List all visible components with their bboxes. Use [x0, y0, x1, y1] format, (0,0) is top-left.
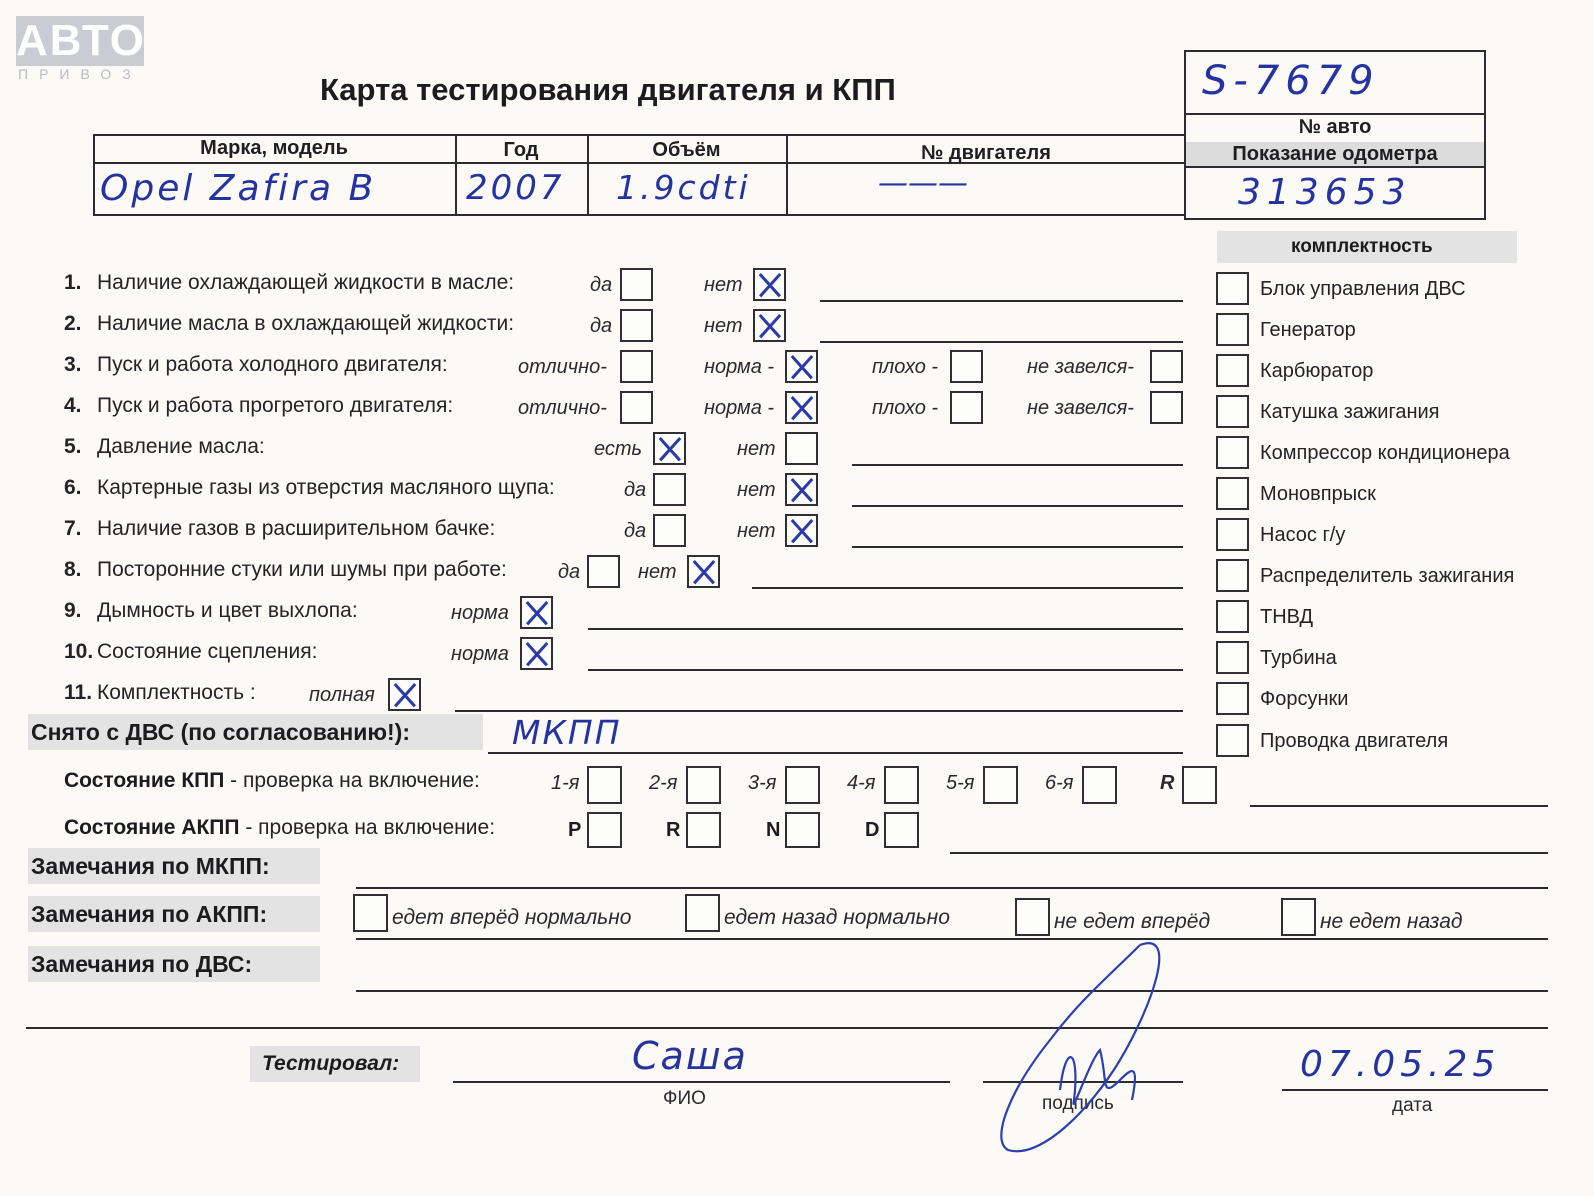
header-year: Год — [503, 139, 539, 161]
removed-line — [488, 752, 1183, 754]
kpp-label-bold: Состояние КПП — [64, 769, 225, 792]
kpp-gear-label: 2-я — [649, 772, 678, 794]
completeness-checkbox[interactable] — [1216, 724, 1249, 757]
completeness-checkbox[interactable] — [1216, 272, 1249, 305]
kpp-gear-checkbox[interactable] — [785, 766, 820, 804]
check-option-label: не завелся- — [1027, 356, 1134, 378]
akpp-gear-label: R — [666, 819, 681, 841]
engine-no-value: ——— — [878, 166, 968, 201]
akpp-remark-checkbox[interactable] — [1281, 898, 1316, 936]
completeness-item-label: Генератор — [1260, 319, 1356, 341]
checked-checkbox[interactable] — [785, 391, 818, 424]
check-number: 1. — [64, 271, 82, 294]
kpp-gear-checkbox[interactable] — [884, 766, 919, 804]
kpp-line — [1250, 805, 1548, 807]
form-title: Карта тестирования двигателя и КПП — [320, 72, 896, 107]
remarks-akpp-label: Замечания по АКПП: — [31, 901, 268, 927]
kpp-label-rest: - проверка на включение: — [224, 769, 480, 792]
checkbox[interactable] — [620, 268, 653, 301]
check-notes-line — [852, 464, 1183, 466]
check-notes-line — [852, 546, 1183, 548]
check-option-label: нет — [737, 438, 776, 460]
check-label: Картерные газы из отверстия масляного щупа: — [97, 476, 555, 499]
fio-caption: ФИО — [663, 1088, 706, 1109]
check-number: 3. — [64, 353, 82, 376]
check-option-label: норма - — [704, 356, 775, 378]
header-volume: Объём — [652, 139, 721, 161]
checked-checkbox[interactable] — [520, 637, 553, 670]
removed-value: МКПП — [512, 713, 622, 752]
check-option-label: да — [590, 315, 613, 337]
check-label: Наличие масла в охлаждающей жидкости: — [97, 312, 515, 335]
check-number: 5. — [64, 435, 82, 458]
akpp-remark-label: не едет вперёд — [1054, 910, 1211, 933]
checkbox[interactable] — [1150, 350, 1183, 383]
header-engine-no: № двигателя — [921, 142, 1051, 164]
checked-checkbox[interactable] — [753, 268, 786, 301]
sign-caption: подпись — [1042, 1093, 1114, 1114]
volume-value: 1.9cdti — [616, 168, 751, 207]
sign-line — [983, 1081, 1183, 1083]
completeness-item-label: Распределитель зажигания — [1260, 565, 1515, 587]
check-number: 2. — [64, 312, 82, 335]
logo: АВТО — [16, 16, 146, 65]
checked-checkbox[interactable] — [388, 678, 421, 711]
kpp-gear-checkbox[interactable] — [983, 766, 1018, 804]
logo-subtitle: ПРИВОЗ — [18, 66, 142, 82]
auto-no-label: № авто — [1298, 116, 1372, 138]
check-number: 7. — [64, 517, 82, 540]
signature-stroke — [1001, 943, 1159, 1151]
year-value: 2007 — [466, 168, 565, 208]
akpp-remark-label: едет назад нормально — [724, 906, 950, 929]
checked-checkbox[interactable] — [653, 432, 686, 465]
akpp-label-bold: Состояние АКПП — [64, 816, 240, 839]
check-number: 9. — [64, 599, 82, 622]
check-number: 6. — [64, 476, 82, 499]
kpp-gear-label: 4-я — [847, 772, 876, 794]
completeness-item-label: Моновпрыск — [1260, 483, 1376, 505]
completeness-checkbox[interactable] — [1216, 518, 1249, 551]
kpp-gear-label: R — [1160, 772, 1175, 794]
completeness-item-label: Насос г/у — [1260, 524, 1346, 546]
checkbox[interactable] — [1150, 391, 1183, 424]
auto-no-value: S-7679 — [1202, 58, 1380, 104]
date-line — [1282, 1089, 1548, 1091]
checkbox[interactable] — [950, 350, 983, 383]
removed-label: Снято с ДВС (по согласованию!): — [31, 719, 410, 745]
kpp-gear-checkbox[interactable] — [587, 766, 622, 804]
kpp-gear-checkbox[interactable] — [686, 766, 721, 804]
make-value: Opel Zafira B — [100, 168, 377, 209]
checkbox[interactable] — [653, 473, 686, 506]
check-label: Пуск и работа прогретого двигателя: — [97, 394, 454, 417]
completeness-item-label: Форсунки — [1260, 688, 1349, 710]
date-caption: дата — [1392, 1095, 1433, 1116]
completeness-checkbox[interactable] — [1216, 600, 1249, 633]
odometer-label: Показание одометра — [1232, 143, 1438, 165]
akpp-line — [950, 852, 1548, 854]
checked-checkbox[interactable] — [785, 514, 818, 547]
check-notes-line — [852, 505, 1183, 507]
completeness-item-label: Катушка зажигания — [1260, 401, 1440, 423]
kpp-gear-label: 5-я — [946, 772, 975, 794]
check-option-label: есть — [594, 438, 643, 460]
date-value: 07.05.25 — [1300, 1044, 1501, 1085]
check-label: Пуск и работа холодного двигателя: — [97, 353, 448, 376]
completeness-item-label: Компрессор кондиционера — [1260, 442, 1510, 464]
completeness-checkbox[interactable] — [1216, 313, 1249, 346]
auto-divider — [1184, 113, 1486, 115]
akpp-gear-label: N — [766, 819, 781, 841]
completeness-checkbox[interactable] — [1216, 559, 1249, 592]
remarks-mkpp-label: Замечания по МКПП: — [31, 853, 270, 879]
akpp-remark-label: не едет назад — [1320, 910, 1463, 933]
check-label: Наличие охлаждающей жидкости в масле: — [97, 271, 515, 294]
checkbox[interactable] — [620, 391, 653, 424]
akpp-gear-checkbox[interactable] — [884, 812, 919, 848]
checked-checkbox[interactable] — [753, 309, 786, 342]
completeness-title: комплектность — [1291, 236, 1433, 257]
akpp-gear-label: P — [568, 819, 582, 841]
completeness-checkbox[interactable] — [1216, 682, 1249, 715]
check-option-label: нет — [704, 274, 743, 296]
fio-line — [453, 1081, 950, 1083]
kpp-label — [64, 769, 480, 793]
remarks-dvs-line — [356, 990, 1548, 992]
akpp-gear-checkbox[interactable] — [785, 812, 820, 848]
completeness-checkbox[interactable] — [1216, 395, 1249, 428]
check-number: 10. — [64, 640, 94, 663]
kpp-gear-label: 1-я — [551, 772, 580, 794]
check-option-label: да — [558, 561, 581, 583]
completeness-checkbox[interactable] — [1216, 354, 1249, 387]
check-option-label: норма — [451, 602, 509, 624]
check-option-label: норма — [451, 643, 509, 665]
check-label: Давление масла: — [97, 435, 265, 458]
check-notes-line — [820, 300, 1183, 302]
akpp-remark-checkbox[interactable] — [1015, 898, 1050, 936]
remarks-extra-line — [26, 1027, 1548, 1029]
check-number: 8. — [64, 558, 82, 581]
remarks-dvs-label: Замечания по ДВС: — [31, 951, 253, 977]
akpp-label — [64, 816, 495, 840]
checkbox[interactable] — [785, 432, 818, 465]
check-option-label: нет — [638, 561, 677, 583]
completeness-item-label: Проводка двигателя — [1260, 730, 1449, 752]
auto-divider — [1184, 166, 1486, 168]
fio-value: Саша — [632, 1034, 748, 1078]
completeness-checkbox[interactable] — [1216, 477, 1249, 510]
check-option-label: норма - — [704, 397, 775, 419]
check-option-label: нет — [737, 479, 776, 501]
completeness-item-label: ТНВД — [1260, 606, 1314, 628]
akpp-gear-checkbox[interactable] — [686, 812, 721, 848]
akpp-gear-label: D — [865, 819, 880, 841]
completeness-checkbox[interactable] — [1216, 641, 1249, 674]
checkbox[interactable] — [587, 555, 620, 588]
checkbox[interactable] — [653, 514, 686, 547]
remarks-akpp-line — [356, 938, 1548, 940]
akpp-remark-label: едет вперёд нормально — [392, 906, 632, 929]
check-label: Наличие газов в расширительном бачке: — [97, 517, 496, 540]
check-label: Посторонние стуки или шумы при работе: — [97, 558, 507, 581]
check-number: 11. — [64, 681, 93, 704]
check-notes-line — [820, 341, 1183, 343]
checked-checkbox[interactable] — [785, 473, 818, 506]
odometer-value: 313653 — [1238, 172, 1412, 213]
completeness-item-label: Турбина — [1260, 647, 1337, 669]
check-notes-line — [588, 628, 1183, 630]
akpp-remark-checkbox[interactable] — [685, 894, 720, 932]
akpp-remark-checkbox[interactable] — [353, 894, 388, 932]
check-option-label: плохо - — [872, 356, 939, 378]
completeness-item-label: Карбюратор — [1260, 360, 1374, 382]
check-notes-line — [588, 669, 1183, 671]
check-option-label: плохо - — [872, 397, 939, 419]
check-option-label: не завелся- — [1027, 397, 1134, 419]
check-option-label: отлично- — [518, 397, 607, 419]
kpp-gear-label: 3-я — [748, 772, 777, 794]
check-option-label: нет — [704, 315, 743, 337]
check-option-label: полная — [309, 684, 375, 706]
check-option-label: да — [624, 520, 647, 542]
tested-label: Тестировал: — [262, 1052, 400, 1075]
checkbox[interactable] — [950, 391, 983, 424]
check-option-label: нет — [737, 520, 776, 542]
remarks-mkpp-line — [356, 887, 1548, 889]
header-make: Марка, модель — [200, 137, 348, 159]
check-notes-line — [752, 587, 1183, 589]
check-option-label: да — [624, 479, 647, 501]
checked-checkbox[interactable] — [520, 596, 553, 629]
check-notes-line — [455, 710, 1183, 712]
check-label: Состояние сцепления: — [97, 640, 318, 663]
check-option-label: да — [590, 274, 613, 296]
kpp-gear-checkbox[interactable] — [1082, 766, 1117, 804]
check-number: 4. — [64, 394, 82, 417]
completeness-item-label: Блок управления ДВС — [1260, 278, 1466, 300]
kpp-gear-label: 6-я — [1045, 772, 1074, 794]
checkbox[interactable] — [620, 350, 653, 383]
checkbox[interactable] — [620, 309, 653, 342]
check-label: Дымность и цвет выхлопа: — [97, 599, 358, 622]
checked-checkbox[interactable] — [687, 555, 720, 588]
akpp-label-rest: - проверка на включение: — [239, 816, 496, 839]
checked-checkbox[interactable] — [785, 350, 818, 383]
akpp-gear-checkbox[interactable] — [587, 812, 622, 848]
kpp-gear-checkbox[interactable] — [1182, 766, 1217, 804]
check-label: Комплектность : — [97, 681, 256, 704]
check-option-label: отлично- — [518, 356, 607, 378]
completeness-checkbox[interactable] — [1216, 436, 1249, 469]
